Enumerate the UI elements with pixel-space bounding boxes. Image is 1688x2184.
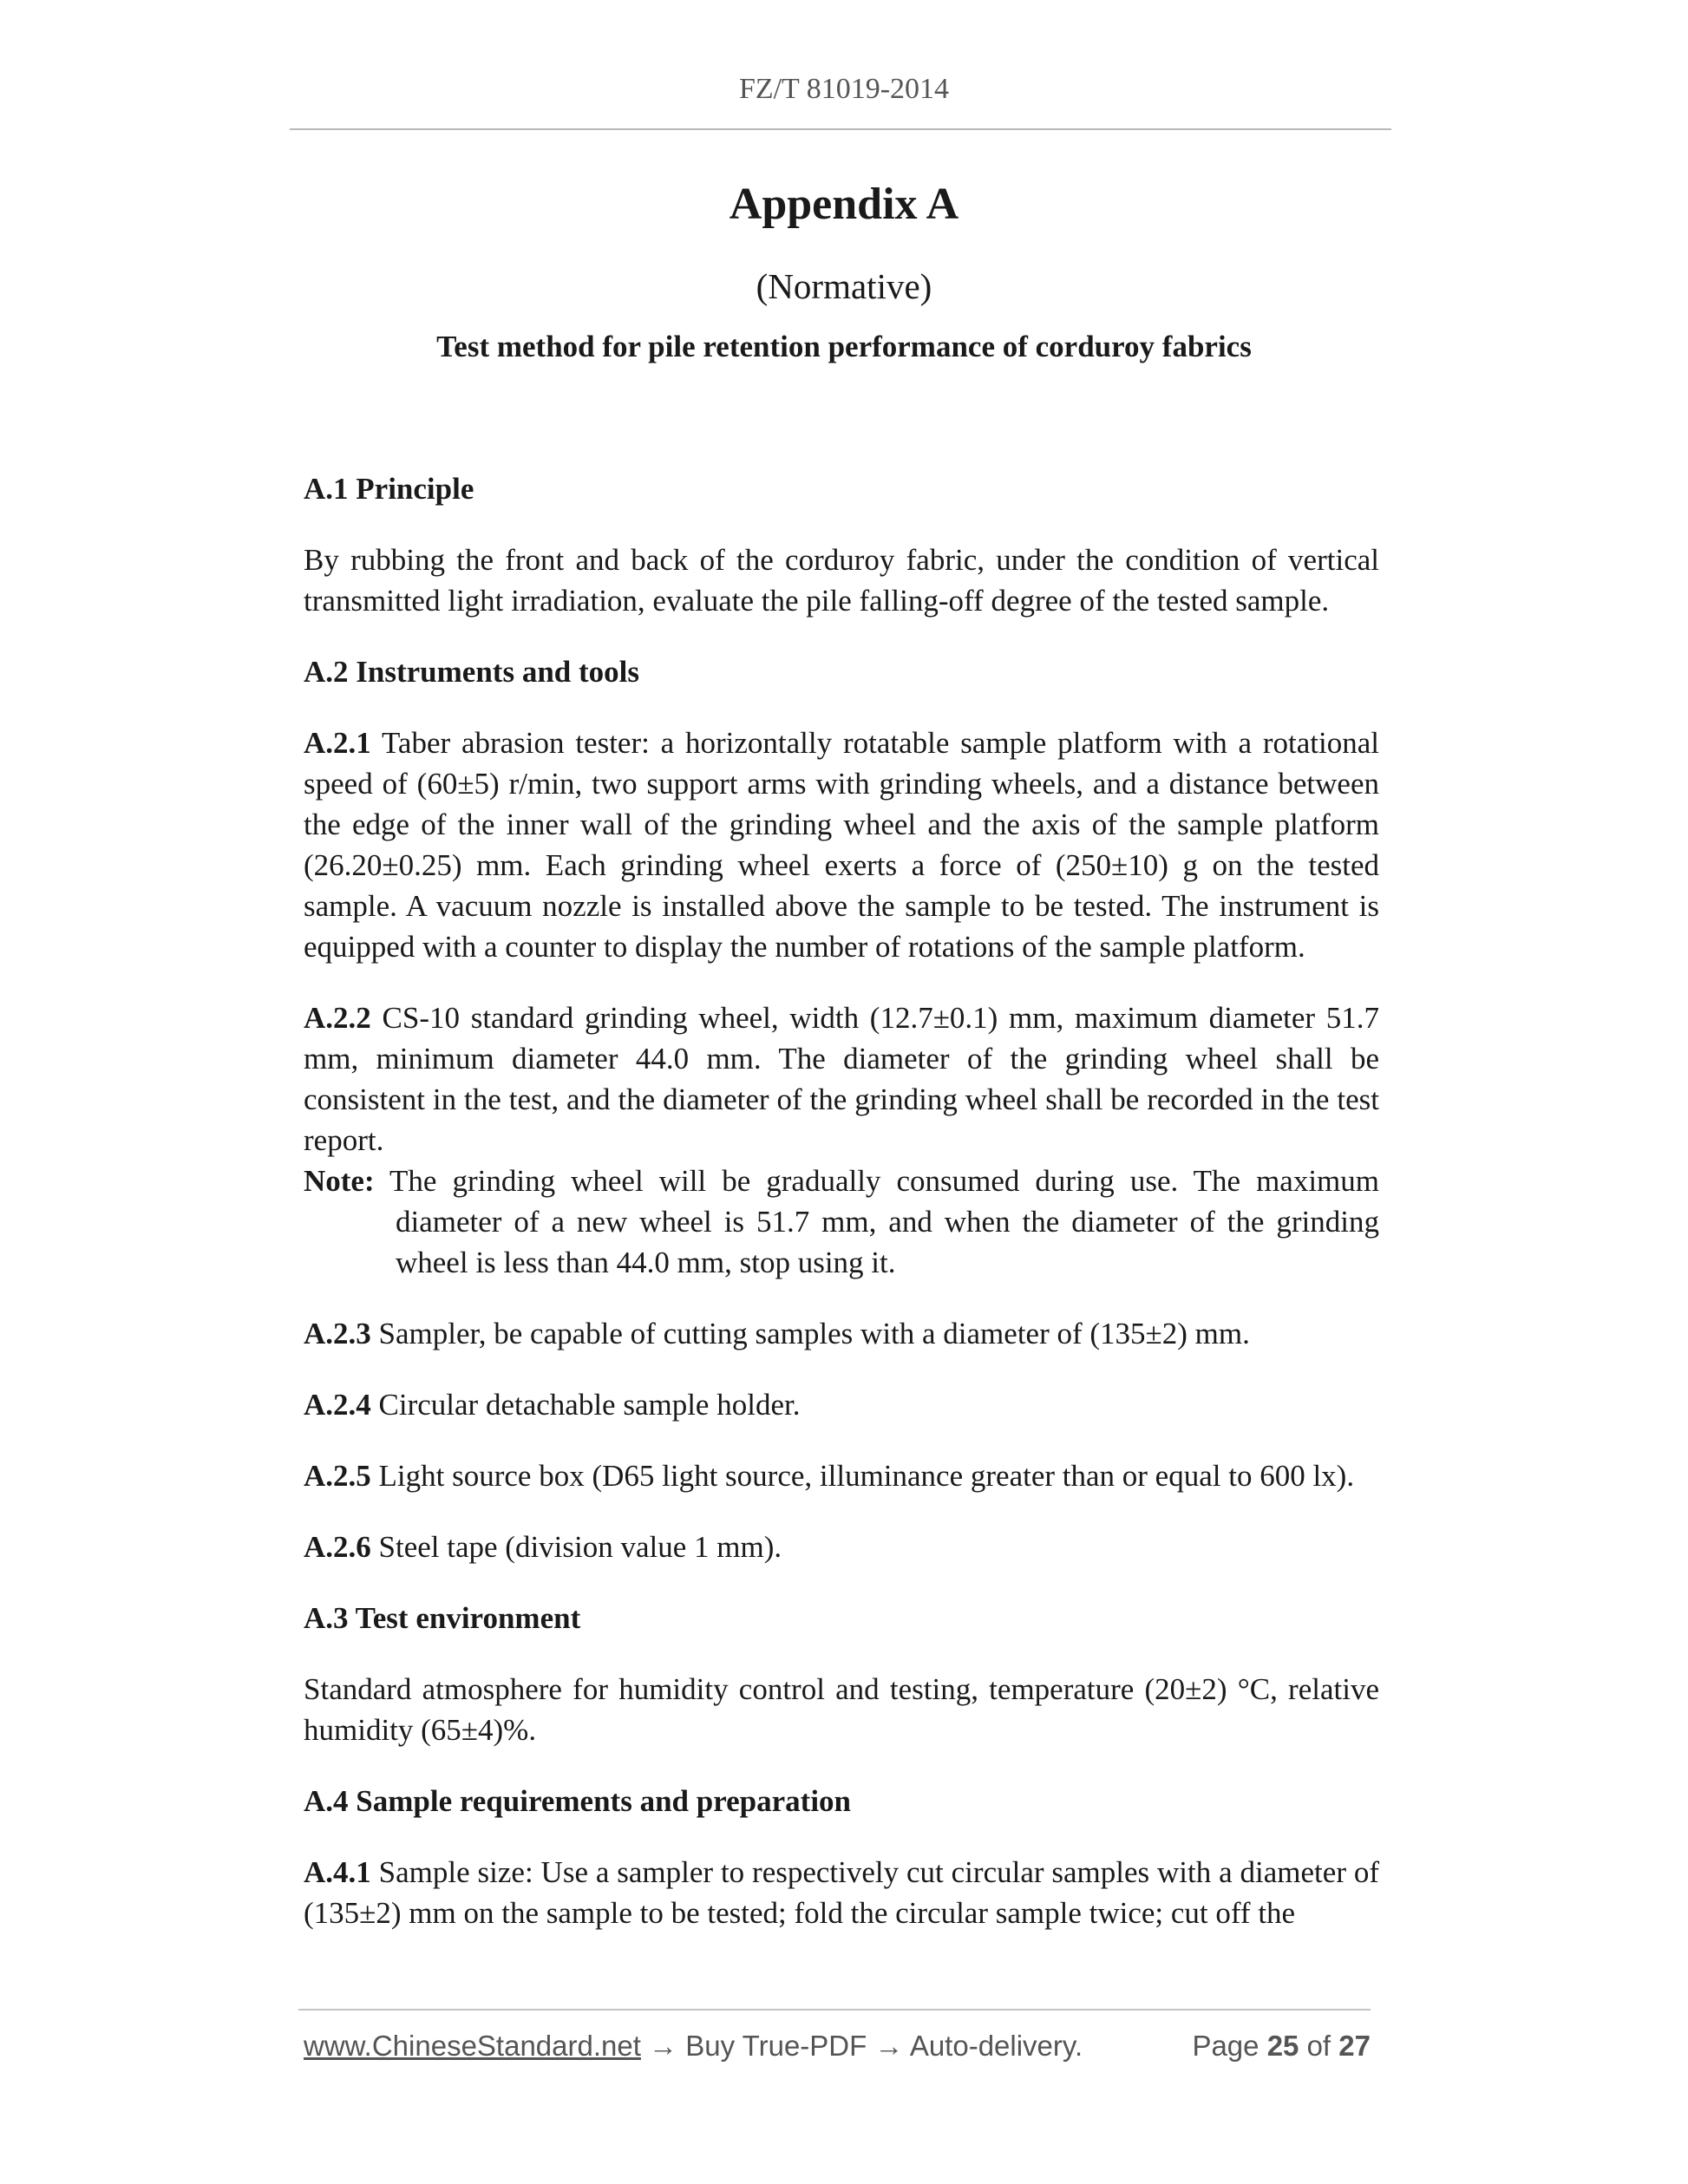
note-grinding-wheel [304, 1161, 1379, 1283]
of-word: of [1306, 2030, 1331, 2062]
clause-a-2-1 [304, 723, 1379, 967]
clause-a-2-3 [304, 1313, 1379, 1354]
note-text: The grinding wheel will be gradually consumed during use. The maximum diameter of a new wheel is 51.7 mm, and when the diameter of the grinding wheel is less than 44.0 mm, stop using it. [389, 1164, 1379, 1279]
page-word: Page [1192, 2030, 1259, 2062]
footer-promo [304, 2030, 1083, 2063]
clause-text: Sample size: Use a sampler to respectively cut circular samples with a diameter of (135±2) mm on the sample to be tested; fold the circular sample twice; cut off the [304, 1855, 1380, 1930]
clause-number: A.4.1 [304, 1855, 371, 1889]
clause-a-2-2 [304, 997, 1379, 1161]
header-divider [290, 128, 1391, 130]
clause-a-4-1 [304, 1852, 1379, 1933]
note-label: Note: [304, 1164, 375, 1198]
page-indicator [1192, 2030, 1371, 2063]
clause-text: Steel tape (division value 1 mm). [378, 1530, 782, 1564]
document-body [304, 468, 1379, 1933]
page-number: 25 [1266, 2030, 1299, 2062]
clause-number: A.2.1 [304, 726, 371, 760]
footer-promo-text: → Buy True-PDF → Auto-delivery. [640, 2030, 1083, 2062]
section-heading-a3: A.3 Test environment [304, 1601, 581, 1635]
section-heading-a1: A.1 Principle [304, 472, 474, 506]
appendix-heading: Test method for pile retention performance of corduroy fabrics [436, 330, 1252, 363]
clause-text: Sampler, be capable of cutting samples with a diameter of (135±2) mm. [378, 1317, 1250, 1350]
clause-text: Taber abrasion tester: a horizontally rotatable sample platform with a rotational speed of (60±5) r/min, two support arms with grinding wheels, and a distance between the edge of the inner wall of the grinding wheel and the axis of the sample platform (26.20±0.25) mm. Each grinding wheel exerts a force of (250±10) g on the tested sample. A vacuum nozzle is installed above the sample to be tested. The instrument is equipped with a counter to display the number of rotations of the sample platform. [304, 726, 1379, 964]
clause-text: Circular detachable sample holder. [378, 1388, 801, 1422]
clause-a-2-4 [304, 1384, 1379, 1425]
appendix-subtitle: (Normative) [756, 266, 932, 306]
clause-a-2-5 [304, 1455, 1379, 1496]
section-heading-a4: A.4 Sample requirements and preparation [304, 1784, 852, 1818]
header-standard-code: FZ/T 81019-2014 [738, 73, 950, 105]
clause-number: A.2.6 [304, 1530, 371, 1564]
paragraph-a1: By rubbing the front and back of the corduroy fabric, under the condition of vertical transmitted light irradiation, evaluate the pile falling-off degree of the tested sample. [304, 543, 1379, 618]
footer-website-link[interactable]: www.ChineseStandard.net [304, 2030, 641, 2062]
section-heading-a2: A.2 Instruments and tools [304, 655, 639, 689]
footer-divider [298, 2009, 1371, 2011]
page-total: 27 [1338, 2030, 1371, 2062]
page-footer [304, 2030, 1371, 2068]
clause-text: CS-10 standard grinding wheel, width (12.7±0.1) mm, maximum diameter 51.7 mm, minimum diameter 44.0 mm. The diameter of the grinding wheel shall be consistent in the test, and the diameter of the grinding wheel shall be recorded in the test report. [304, 1001, 1380, 1157]
clause-number: A.2.2 [304, 1001, 371, 1035]
clause-number: A.2.3 [304, 1317, 371, 1350]
clause-a-2-6 [304, 1527, 1379, 1567]
clause-number: A.2.5 [304, 1459, 371, 1493]
clause-text: Light source box (D65 light source, illuminance greater than or equal to 600 lx). [378, 1459, 1355, 1493]
paragraph-a3: Standard atmosphere for humidity control and testing, temperature (20±2) °C, relative humidity (65±4)%. [304, 1672, 1379, 1747]
clause-number: A.2.4 [304, 1388, 371, 1422]
appendix-title: Appendix A [729, 180, 959, 229]
